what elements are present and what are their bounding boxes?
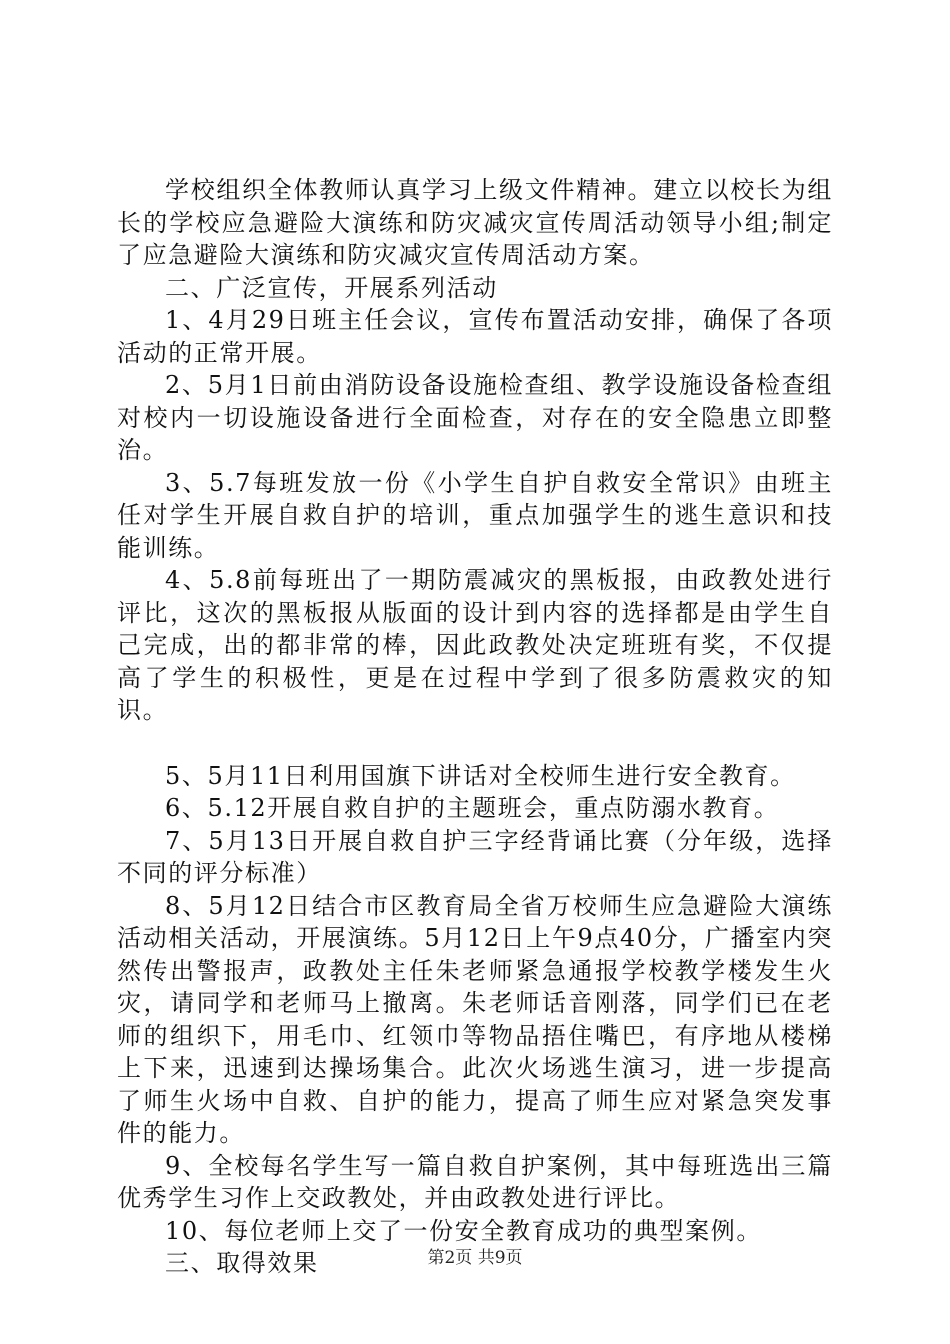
- list-item-5: 5、5月11日利用国旗下讲话对全校师生进行安全教育。: [165, 761, 796, 790]
- list-item-9: 9、全校每名学生写一篇自救自护案例，其中每班选出三篇优秀学生习作上交政教处，并由政教处进行评比。: [117, 1151, 833, 1212]
- list-item-6: 6、5.12开展自救自护的主题班会，重点防溺水教育。: [165, 794, 780, 822]
- section-heading-3: 三、取得效果: [165, 1249, 319, 1277]
- list-item-1: 1、4月29日班主任会议，宣传布置活动安排，确保了各项活动的正常开展。: [117, 306, 833, 367]
- list-item-3: 3、5.7每班发放一份《小学生自护自救安全常识》由班主任对学生开展自救自护的培训，重点加强学生的逃生意识和技能训练。: [117, 468, 833, 562]
- page-number-footer: 第2页 共9页: [427, 1248, 523, 1268]
- document-body: [117, 174, 833, 1280]
- paragraph-intro: 学校组织全体教师认真学习上级文件精神。建立以校长为组长的学校应急避险大演练和防灾减灾宣传周活动领导小组;制定了应急避险大演练和防灾减灾宣传周活动方案。: [117, 176, 833, 269]
- list-item-8: 8、5月12日结合市区教育局全省万校师生应急避险大演练活动相关活动，开展演练。5月12日上午9点40分，广播室内突然传出警报声，政教处主任朱老师紧急通报学校教学楼发生火灾，请同学和老师马上撤离。朱老师话音刚落，同学们已在老师的组织下，用毛巾、红领巾等物品捂住嘴巴，有序地从楼梯上下来，迅速到达操场集合。此次火场逃生演习，进一步提高了师生火场中自救、自护的能力，提高了师生应对紧急突发事件的能力。: [117, 891, 833, 1147]
- list-item-10: 10、每位老师上交了一份安全教育成功的典型案例。: [165, 1216, 762, 1245]
- section-heading-2: 二、广泛宣传，开展系列活动: [165, 273, 498, 302]
- list-item-7: 7、5月13日开展自救自护三字经背诵比赛（分年级，选择不同的评分标准）: [117, 826, 833, 887]
- list-item-2: 2、5月1日前由消防设备设施检查组、教学设施设备检查组对校内一切设施设备进行全面检查，对存在的安全隐患立即整治。: [117, 371, 833, 464]
- list-item-4: 4、5.8前每班出了一期防震减灾的黑板报，由政教处进行评比，这次的黑板报从版面的设计到内容的选择都是由学生自己完成，出的都非常的棒，因此政教处决定班班有奖，不仅提高了学生的积极性，更是在过程中学到了很多防震救灾的知识。: [117, 566, 833, 724]
